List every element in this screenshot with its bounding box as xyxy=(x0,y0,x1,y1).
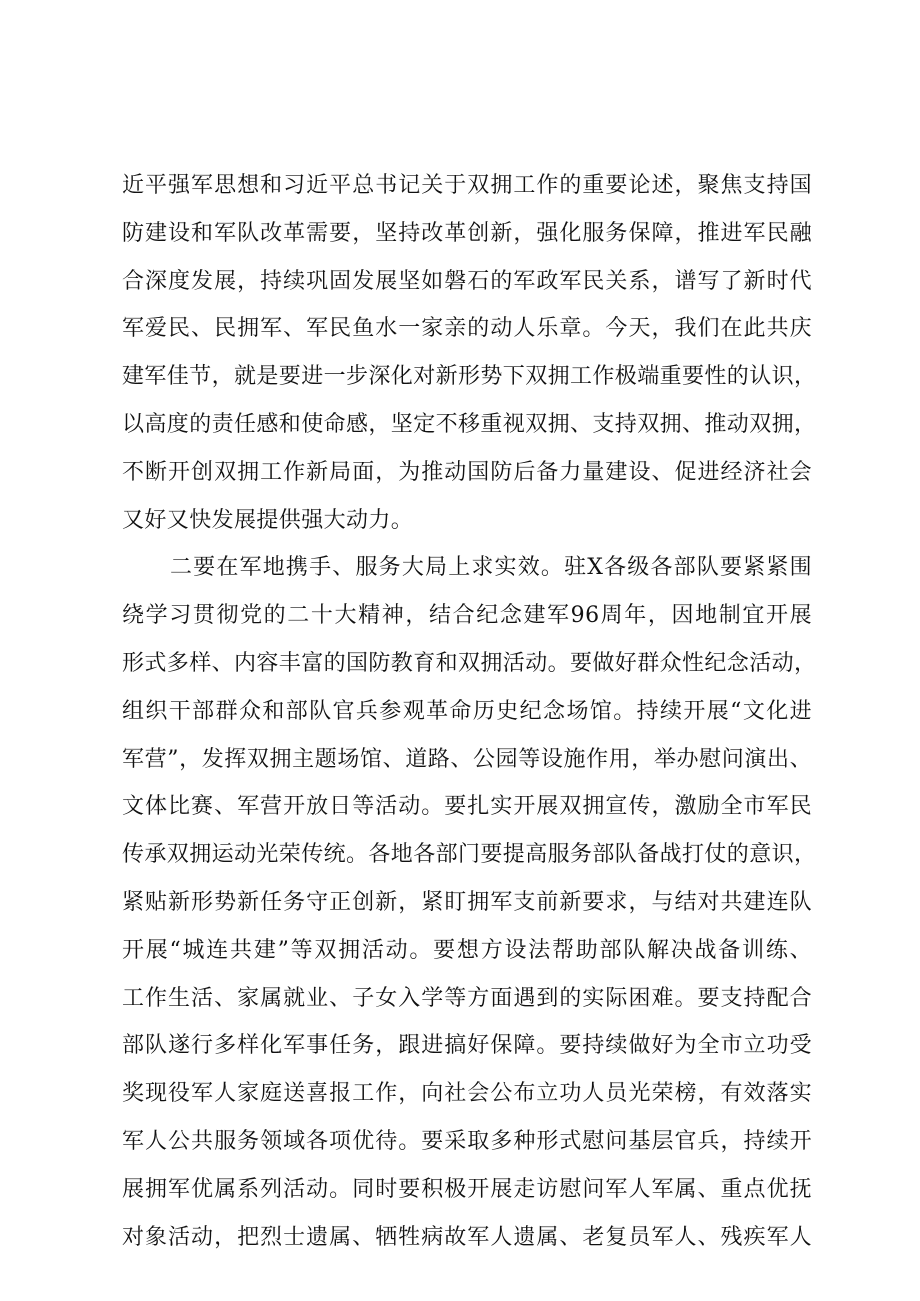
paragraph-line: 二要在军地携手、服务大局上求实效。驻X各级各部队要紧紧围 xyxy=(170,555,812,581)
paragraph-line: 文体比赛、军营开放日等活动。要扎实开展双拥宣传，激励全市军民 xyxy=(122,794,812,820)
paragraph-line: 绕学习贯彻党的二十大精神，结合纪念建军96周年，因地制宜开展 xyxy=(122,603,812,629)
paragraph-line: 紧贴新形势新任务守正创新，紧盯拥军支前新要求，与结对共建连队 xyxy=(122,889,812,915)
paragraph-line: 防建设和军队改革需要，坚持改革创新，强化服务保障，推进军民融 xyxy=(122,220,812,246)
paragraph-line: 军爱民、民拥军、军民鱼水一家亲的动人乐章。今天，我们在此共庆 xyxy=(122,316,812,342)
paragraph-line: 奖现役军人家庭送喜报工作，向社会公布立功人员光荣榜，有效落实 xyxy=(122,1081,812,1107)
paragraph-line: 工作生活、家属就业、子女入学等方面遇到的实际困难。要支持配合 xyxy=(122,985,812,1011)
document-body xyxy=(122,162,817,1261)
paragraph-line: 对象活动，把烈士遗属、牺牲病故军人遗属、老复员军人、残疾军人 xyxy=(122,1224,812,1250)
paragraph-line: 形式多样、内容丰富的国防教育和双拥活动。要做好群众性纪念活动， xyxy=(122,650,817,676)
paragraph-line: 建军佳节，就是要进一步深化对新形势下双拥工作极端重要性的认识， xyxy=(122,364,817,390)
paragraph-1 xyxy=(122,162,817,544)
paragraph-line: 又好又快发展提供强大动力。 xyxy=(122,507,414,533)
paragraph-line: 军营”，发挥双拥主题场馆、道路、公园等设施作用，举办慰问演出、 xyxy=(122,746,812,772)
paragraph-line: 军人公共服务领域各项优待。要采取多种形式慰问基层官兵，持续开 xyxy=(122,1128,812,1154)
paragraph-2 xyxy=(122,544,817,1261)
paragraph-line: 传承双拥运动光荣传统。各地各部门要提高服务部队备战打仗的意识， xyxy=(122,842,817,868)
paragraph-line: 组织干部群众和部队官兵参观革命历史纪念场馆。持续开展“文化进 xyxy=(122,698,812,724)
paragraph-line: 展拥军优属系列活动。同时要积极开展走访慰问军人军属、重点优抚 xyxy=(122,1176,812,1202)
paragraph-line: 以高度的责任感和使命感，坚定不移重视双拥、支持双拥、推动双拥， xyxy=(122,411,817,437)
paragraph-line: 开展“城连共建”等双拥活动。要想方设法帮助部队解决战备训练、 xyxy=(122,937,812,963)
paragraph-line: 近平强军思想和习近平总书记关于双拥工作的重要论述，聚焦支持国 xyxy=(122,173,812,198)
paragraph-line: 不断开创双拥工作新局面，为推动国防后备力量建设、促进经济社会 xyxy=(122,459,812,485)
paragraph-line: 部队遂行多样化军事任务，跟进搞好保障。要持续做好为全市立功受 xyxy=(122,1033,812,1059)
paragraph-line: 合深度发展，持续巩固发展坚如磐石的军政军民关系，谱写了新时代 xyxy=(122,268,812,294)
